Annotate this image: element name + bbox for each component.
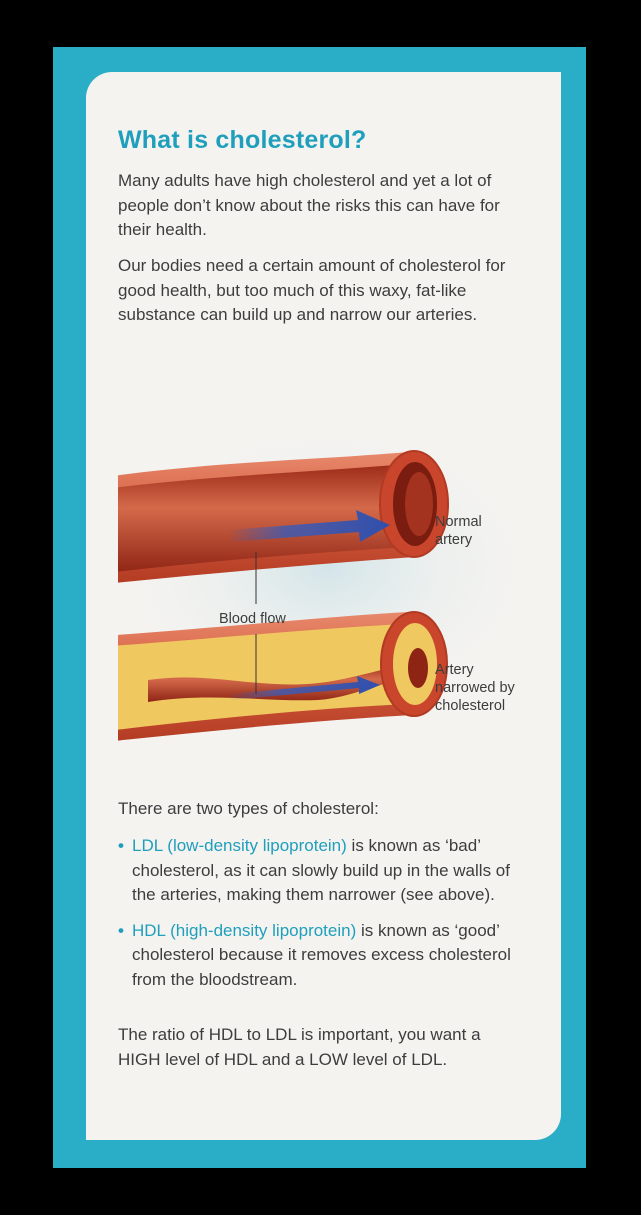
leaflet-border bbox=[53, 47, 586, 1168]
hdl-description: is known as ‘good’ cholesterol because it removes excess cholesterol from the bloodstream. bbox=[132, 920, 511, 989]
blood-flow-label: Blood flow bbox=[219, 611, 286, 627]
intro-paragraph-1: Many adults have high cholesterol and yet a lot of people don’t know about the risks this can have for their health. bbox=[118, 171, 500, 239]
list-item-hdl bbox=[118, 919, 528, 993]
leaflet-panel bbox=[86, 72, 561, 1140]
hdl-term: HDL (high-density lipoprotein) bbox=[132, 920, 357, 940]
ratio-paragraph: The ratio of HDL to LDL is important, you want a HIGH level of HDL and a LOW level of LDL. bbox=[118, 1025, 481, 1069]
ldl-term: LDL (low-density lipoprotein) bbox=[132, 836, 347, 855]
cholesterol-types-list bbox=[118, 834, 528, 1003]
intro-paragraph-2: Our bodies need a certain amount of cholesterol for good health, but too much of this waxy, fat-like substance can build up and narrow our arteries. bbox=[118, 256, 506, 324]
bullet-icon: • bbox=[118, 836, 124, 855]
page-title: What is cholesterol? bbox=[118, 126, 367, 154]
narrowed-artery bbox=[118, 612, 447, 742]
bullet-icon: • bbox=[118, 920, 124, 940]
types-intro: There are two types of cholesterol: bbox=[118, 799, 379, 818]
normal-artery-label: Normal artery bbox=[435, 514, 482, 548]
ldl-description: is known as ‘bad’ cholesterol, as it can slowly build up in the walls of the arteries, making them narrower (see above). bbox=[132, 836, 510, 904]
narrowed-artery-label: Artery narrowed by cholesterol bbox=[435, 662, 515, 714]
list-item-ldl bbox=[118, 834, 528, 908]
